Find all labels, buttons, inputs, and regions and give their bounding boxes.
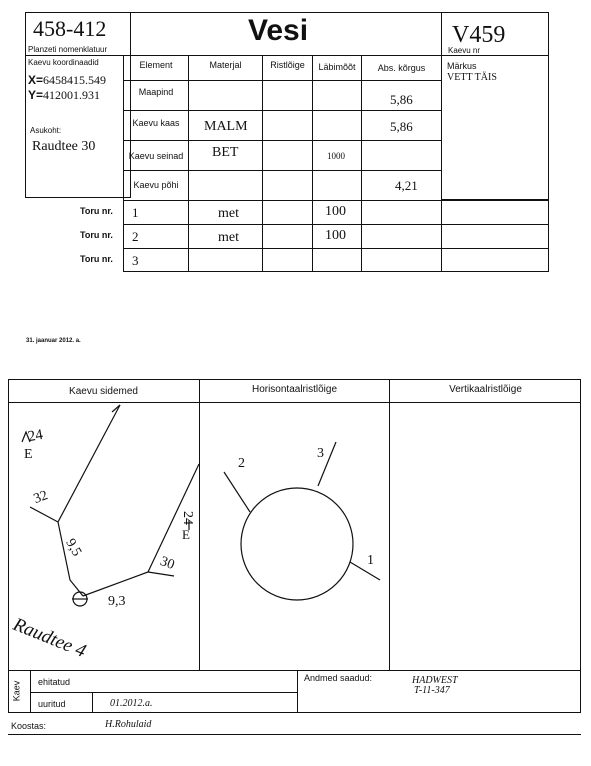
horizontal-section-sketch [200, 402, 389, 670]
address-value: Raudtee 30 [32, 139, 96, 154]
sketch-label-32: 32 [31, 488, 50, 507]
nomenclature-label: Planzeti nomenklatuur [28, 45, 108, 54]
page-title: Vesi [248, 14, 309, 47]
header-section: Ristlõige [270, 60, 305, 70]
x-coord [28, 73, 106, 88]
row-material: BET [212, 145, 239, 160]
row-height: 5,86 [390, 92, 413, 107]
horizontal-label-3: 3 [317, 446, 324, 461]
pipe-no: 2 [132, 229, 139, 244]
section-connections: Kaevu sidemed [69, 386, 138, 397]
header-diameter: Läbimõõt [318, 62, 356, 72]
header-remark: Märkus [447, 61, 477, 71]
well-no-label: Kaevu nr [448, 46, 481, 55]
date-line: 31. jaanuar 2012. a. [26, 338, 81, 344]
pipe-label: Toru nr. [80, 206, 113, 216]
section-vertical: Vertikaalristlõige [449, 384, 522, 395]
pipe-material: met [218, 206, 239, 221]
nomenclature-value: 458-412 [33, 16, 107, 41]
row-element: Kaevu põhi [133, 180, 179, 190]
section-horizontal: Horisontaalristlõige [251, 384, 338, 395]
author-value: H.Rohulaid [105, 719, 152, 730]
footer-side-label: Kaev [11, 680, 22, 702]
row-height: 4,21 [395, 178, 418, 193]
well-no-value: V459 [452, 22, 506, 48]
author-label: Koostas: [11, 721, 47, 731]
remark-value: VETT TÄIS [447, 72, 497, 83]
header-height: Abs. kõrgus [377, 63, 426, 73]
y-value: 412001.931 [43, 88, 101, 102]
pipe-label: Toru nr. [80, 230, 113, 240]
pipe-no: 3 [132, 253, 139, 268]
row-diameter: 1000 [327, 151, 345, 161]
y-coord [28, 88, 100, 103]
pipe-no: 1 [132, 205, 139, 220]
surveyed-value: 01.2012.a. [110, 698, 153, 709]
row-element: Maapind [138, 87, 174, 97]
pipe-diameter: 100 [325, 228, 346, 243]
data-source-value-2: T-11-347 [414, 685, 450, 696]
pipe-diameter: 100 [325, 204, 346, 219]
data-source-value-1: HADWEST [412, 675, 458, 686]
address-label: Asukoht: [30, 126, 62, 135]
sketch-label-24-top: 24 [26, 426, 45, 446]
x-value: 6458415.549 [43, 73, 107, 87]
row-element: Kaevu seinad [128, 151, 184, 161]
coords-label: Kaevu koordinaadid [28, 58, 99, 67]
sketch-label-e-top: E [24, 447, 33, 462]
header-element: Element [139, 60, 173, 70]
row-material: MALM [204, 119, 248, 134]
surveyed-label: uuritud [38, 699, 66, 709]
horizontal-label-1: 1 [367, 553, 374, 568]
built-label: ehitatud [38, 677, 71, 687]
sketch-label-e-right: E [182, 527, 190, 542]
pipe-label: Toru nr. [80, 254, 113, 264]
horizontal-label-2: 2 [238, 456, 245, 471]
sketch-label-9-3: 9,3 [108, 594, 126, 609]
header-material: Materjal [209, 60, 242, 70]
row-height: 5,86 [390, 119, 413, 134]
pipe-material: met [218, 230, 239, 245]
sketch-label-9-5: 9,5 [62, 536, 85, 560]
y-label: Y= [28, 88, 44, 102]
sketch-label-24-right: 24 [180, 511, 195, 525]
data-source-label: Andmed saadud: [304, 673, 373, 683]
sketch-street-name: Raudtee 4 [10, 614, 89, 663]
sketch-label-30: 30 [158, 554, 177, 573]
row-element: Kaevu kaas [132, 118, 180, 128]
x-label: X= [28, 73, 44, 87]
